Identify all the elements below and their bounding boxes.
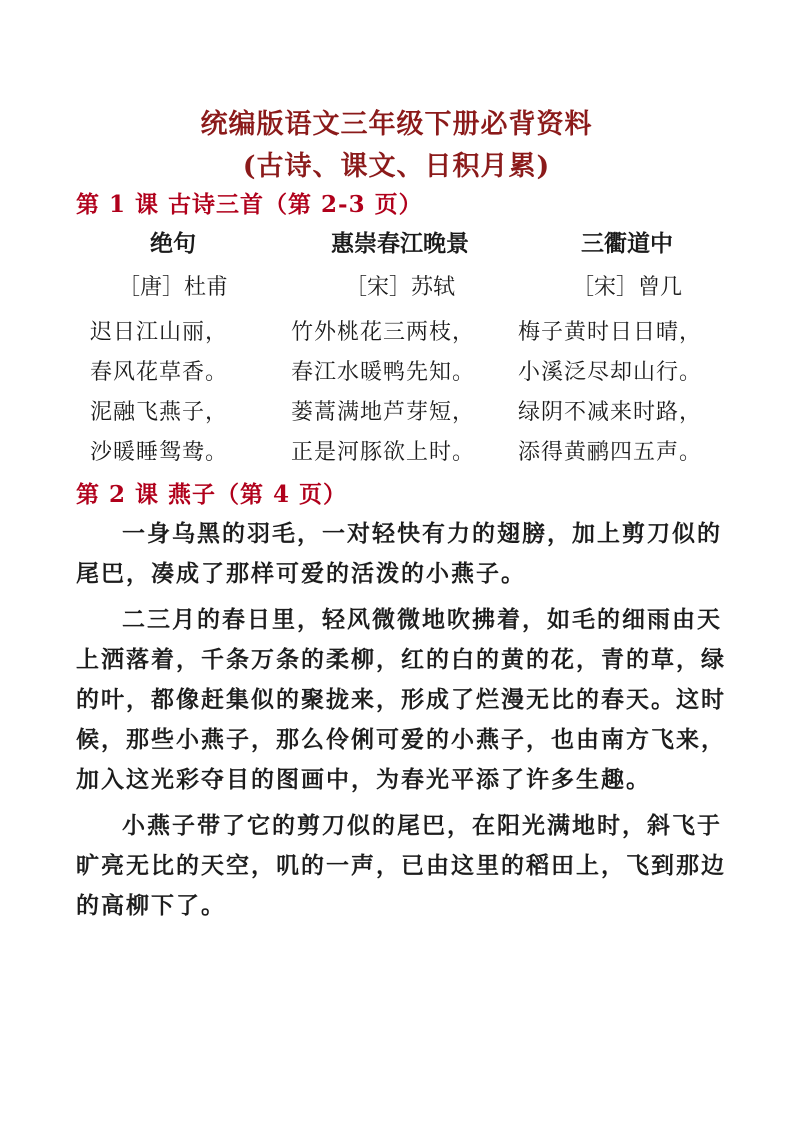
poem-line: 春江水暖鸭先知。	[291, 360, 476, 385]
poem-line: 蒌蒿满地芦芽短，	[291, 400, 476, 425]
poem-title: 绝句	[150, 230, 196, 257]
poem-huichong	[287, 228, 513, 474]
poem-author: ［宋］苏轼	[344, 275, 455, 300]
poem-sanqu	[514, 228, 740, 474]
poem-author: ［宋］曾几	[571, 275, 682, 300]
poem-line: 泥融飞燕子，	[90, 400, 229, 425]
poem-line: 添得黄鹂四五声。	[518, 440, 703, 465]
poem-line: 竹外桃花三两枝，	[291, 320, 476, 345]
poem-line: 沙暖睡鸳鸯。	[90, 440, 229, 465]
poem-line: 迟日江山丽，	[90, 320, 229, 345]
document-subtitle: (古诗、课文、日积月累)	[242, 151, 551, 182]
poem-line: 小溪泛尽却山行。	[518, 360, 703, 385]
poem-title: 惠崇春江晚景	[331, 230, 469, 257]
lesson-1-heading: 第 1 课 古诗三首（第 2-3 页）	[76, 191, 423, 218]
paragraph: 小燕子带了它的剪刀似的尾巴，在阳光满地时，斜飞于旷亮无比的天空，叽的一声，已由这里的稻田上，飞到那边的高柳下了。	[76, 812, 726, 919]
paragraph: 二三月的春日里，轻风微微地吹拂着，如毛的细雨由天上洒落着，千条万条的柔柳，红的白的黄的花，青的草，绿的叶，都像赶集似的聚拢来，形成了烂漫无比的春天。这时候，那些小燕子，那么伶俐可爱的小燕子，也由南方飞来，加入这光彩夺目的图画中，为春光平添了许多生趣。	[76, 606, 726, 793]
lesson-2-passage	[76, 514, 736, 932]
poem-line: 绿阴不减来时路，	[518, 400, 703, 425]
document-title: 统编版语文三年级下册必背资料	[200, 109, 593, 140]
poem-jueju	[60, 228, 286, 474]
poems-section	[60, 228, 740, 474]
poem-line: 春风花草香。	[90, 360, 229, 385]
poem-line: 梅子黄时日日晴，	[518, 320, 703, 345]
poem-title: 三衢道中	[581, 230, 673, 257]
poem-author: ［唐］杜甫	[117, 275, 228, 300]
poem-line: 正是河豚欲上时。	[291, 440, 476, 465]
lesson-2-heading: 第 2 课 燕子（第 4 页）	[76, 481, 348, 508]
paragraph: 一身乌黑的羽毛，一对轻快有力的翅膀，加上剪刀似的尾巴，凑成了那样可爱的活泼的小燕子。	[76, 520, 722, 587]
